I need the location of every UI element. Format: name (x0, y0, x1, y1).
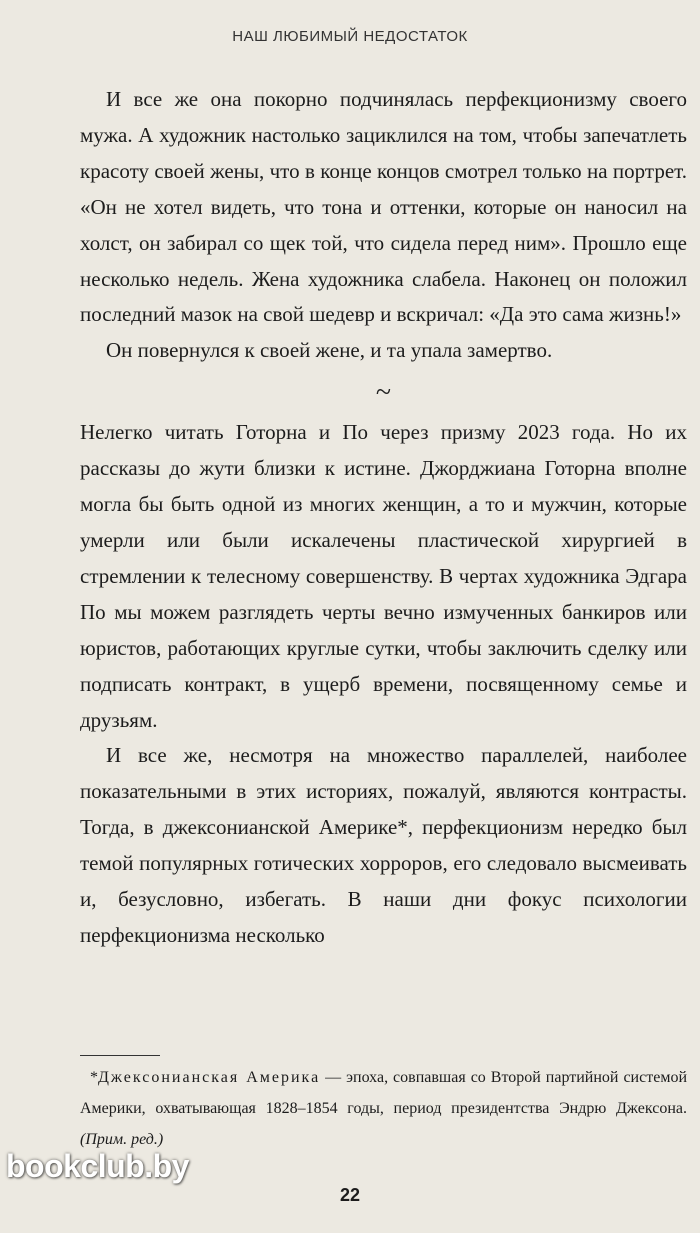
paragraph: И все же, несмотря на множество параллелей, наиболее показательными в этих историях, пожалуй, являются контрасты. Тогда, в джексонианской Америке*, перфекционизм нередко был темой популярных готических хорроров, его следовало высмеивать и, безусловно, избегать. В наши дни фокус психологии перфекционизма несколько (80, 743, 687, 947)
footnote-marker: * (90, 1069, 98, 1086)
footnote-text: — эпоха, совпавшая со Второй партийной системой Америки, охватывающая 1828–1854 годы, период президентства Эндрю Джексона. (80, 1069, 688, 1117)
main-text (80, 82, 687, 954)
footnote-divider (80, 1055, 160, 1056)
running-head: НАШ ЛЮБИМЫЙ НЕДОСТАТОК (232, 28, 468, 45)
footnote-editor-note: (Прим. ред.) (80, 1131, 164, 1148)
watermark: bookclub.by (6, 1148, 189, 1184)
footnote-term: Джексонианская Америка (98, 1069, 321, 1086)
section-separator: ~ (375, 377, 392, 409)
footnote (80, 1062, 687, 1155)
paragraph: И все же она покорно подчинялась перфекционизму своего мужа. А художник настолько зациклился на том, чтобы запечатлеть красоту своей жены, что в конце концов смотрел только на портрет. «Он не хотел видеть, что тона и оттенки, которые он наносил на холст, он забирал со щек той, что сидела перед ним». Прошло еще несколько недель. Жена художника слабела. Наконец он положил последний мазок на свой шедевр и вскричал: «Да это сама жизнь!» (80, 87, 687, 327)
paragraph: Нелегко читать Готорна и По через призму 2023 года. Но их рассказы до жути близки к истине. Джорджиана Готорна вполне могла бы быть одной из многих женщин, а то и мужчин, которые умерли или были искалечены пластической хирургией в стремлении к телесному совершенству. В чертах художника Эдгара По мы можем разглядеть черты вечно измученных банкиров или юристов, работающих круглые сутки, чтобы заключить сделку или подписать контракт, в ущерб времени, посвященному семье и друзьям. (80, 420, 687, 732)
paragraph: Он повернулся к своей жене, и та упала замертво. (106, 338, 553, 363)
page-number: 22 (339, 1185, 361, 1205)
